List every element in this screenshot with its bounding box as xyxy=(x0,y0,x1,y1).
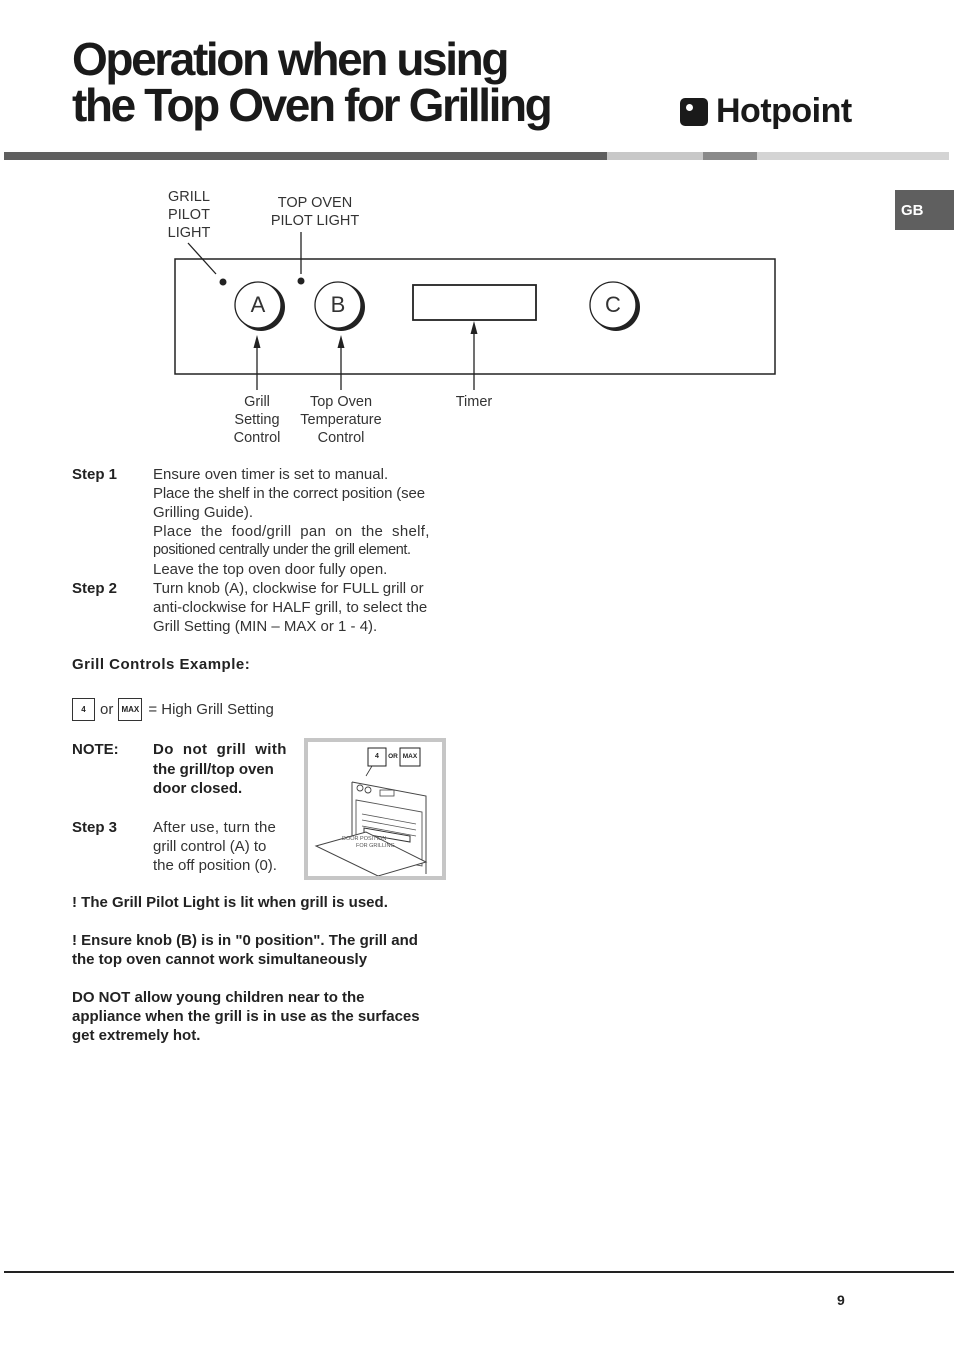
step-2-text: Turn knob (A), clockwise for FULL grill or anti-clockwise for HALF grill, to select the Grill Setting (MIN – MAX or 1 - 4). xyxy=(153,580,428,635)
inset-box-4-label: 4 xyxy=(375,753,379,760)
step-1-label: Step 1 xyxy=(72,466,118,483)
note-section xyxy=(72,740,292,875)
grill-pilot-light xyxy=(220,279,227,286)
oven-timer xyxy=(380,790,394,796)
timer-display xyxy=(413,285,536,320)
top-oven-temp-arrowhead xyxy=(338,335,345,348)
children-warning: DO NOT allow young children near to the appliance when the grill is in use as the surfaces get extremely hot. xyxy=(72,989,420,1044)
top-oven-temperature-control-label: Top Oven Temperature Control xyxy=(300,394,382,446)
knob-c-label: C xyxy=(605,292,621,317)
note-text: Do not grill with the grill/top oven door closed. xyxy=(153,741,287,797)
example-result: = High Grill Setting xyxy=(148,701,274,718)
inset-box-max-label: MAX xyxy=(402,753,418,760)
inset-pointer xyxy=(366,766,372,776)
knob-b-warning: ! Ensure knob (B) is in "0 position". The grill and the top oven cannot work simultaneously xyxy=(72,932,418,968)
title-line-2: the Top Oven for Grilling xyxy=(72,79,551,131)
step-3 xyxy=(72,818,292,875)
grill-pilot-light-label: GRILL PILOT LIGHT xyxy=(167,189,211,241)
steps-section xyxy=(72,465,452,636)
grill-pilot-warning: ! The Grill Pilot Light is lit when grill is used. xyxy=(72,894,388,911)
knob-b-label: B xyxy=(330,292,346,317)
step-3-label: Step 3 xyxy=(72,818,118,836)
step-1 xyxy=(72,465,452,579)
door-caption: DOOR POSITION FOR GRILLING xyxy=(342,836,395,849)
language-tab: GB xyxy=(895,190,954,230)
oven-drawing xyxy=(308,742,442,876)
top-oven-pilot-light xyxy=(298,278,305,285)
example-or: or xyxy=(100,701,114,718)
top-oven-pilot-light-label: TOP OVEN PILOT LIGHT xyxy=(270,195,360,229)
title-line-1: Operation when using xyxy=(72,33,508,85)
step-1-text: Ensure oven timer is set to manual. Place the shelf in the correct position (see Grilling Guide). Place the food/grill pan on the shelf, positioned centrally under the grill element. Leave the top oven door fully open. xyxy=(153,466,430,578)
grill-setting-control-label: Grill Setting Control xyxy=(233,394,281,446)
timer-label: Timer xyxy=(455,394,493,410)
setting-box-4: 4 xyxy=(72,698,95,721)
page-number: 9 xyxy=(837,1292,845,1308)
grill-setting-arrowhead xyxy=(254,335,261,348)
knob-a-label: A xyxy=(250,292,266,317)
grill-controls-example xyxy=(72,698,274,721)
footer-rule xyxy=(4,1271,954,1273)
grill-controls-example-heading: Grill Controls Example: xyxy=(72,656,251,673)
inset-or-label: OR xyxy=(388,753,398,760)
note-label: NOTE: xyxy=(72,741,119,758)
control-knob-2 xyxy=(365,787,371,793)
timer-arrowhead xyxy=(471,321,478,334)
step-2-label: Step 2 xyxy=(72,580,118,597)
grilling-door-illustration xyxy=(304,738,446,880)
step-2 xyxy=(72,579,452,636)
step-3-text: After use, turn the grill control (A) to the off position (0). xyxy=(153,818,277,874)
setting-box-max: MAX xyxy=(118,698,142,721)
control-knob-1 xyxy=(357,785,363,791)
brand-name: Hotpoint xyxy=(716,92,852,130)
